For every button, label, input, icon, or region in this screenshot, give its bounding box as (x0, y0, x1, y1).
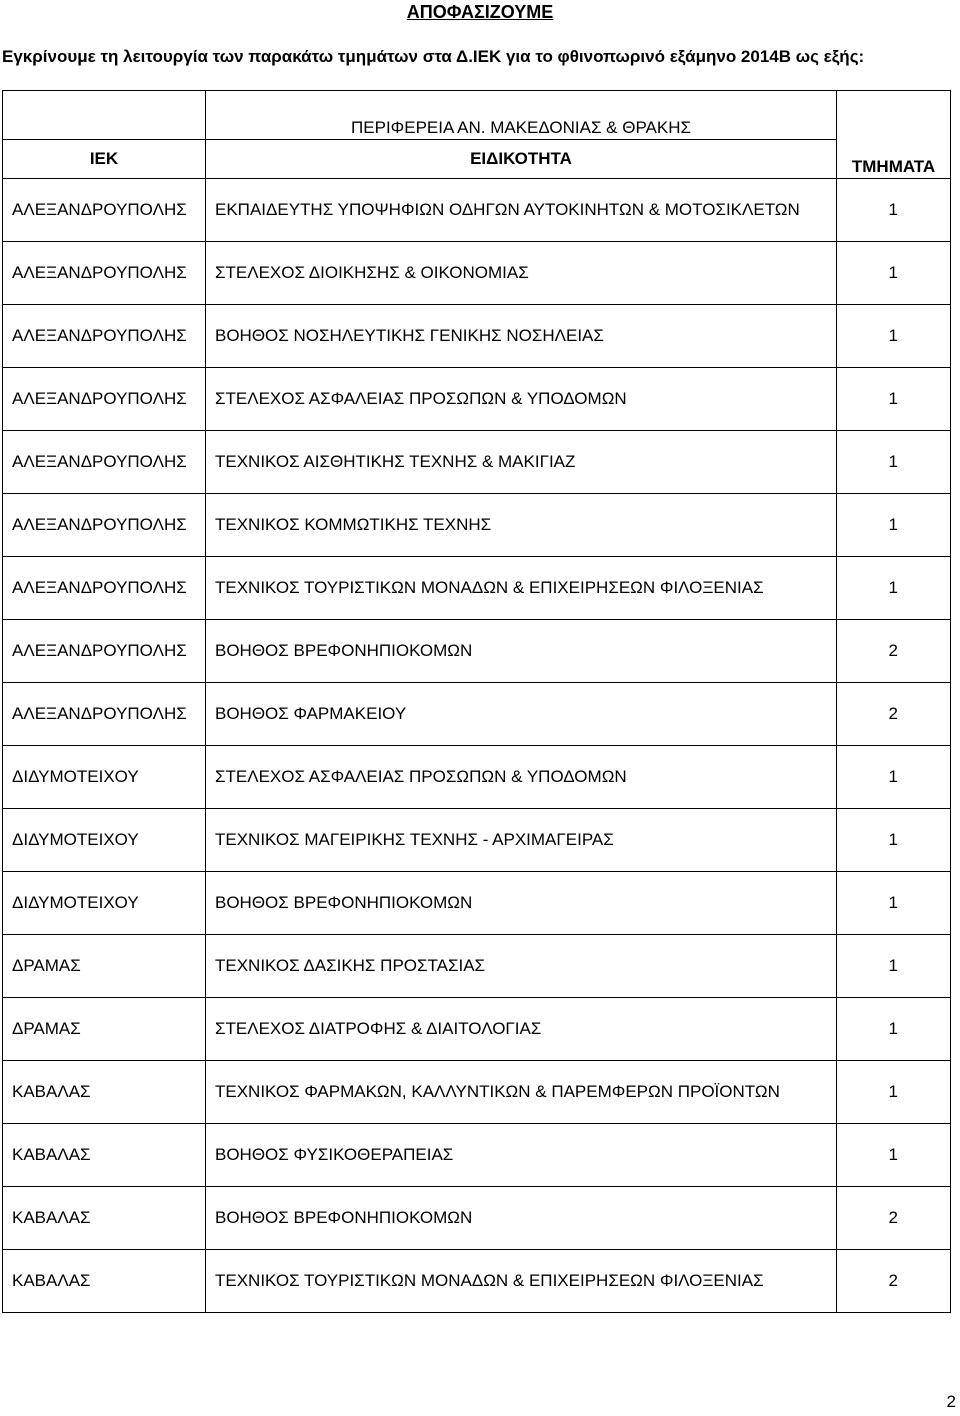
table-row (3, 179, 951, 242)
iek-cell: ΑΛΕΞΑΝΔΡΟΥΠΟΛΗΣ (3, 557, 206, 620)
specialty-cell: ΣΤΕΛΕΧΟΣ ΔΙΑΤΡΟΦΗΣ & ΔΙΑΙΤΟΛΟΓΙΑΣ (206, 998, 837, 1061)
departments-cell: 1 (837, 872, 951, 935)
iek-column-header: ΙΕΚ (3, 140, 206, 179)
departments-cell: 1 (837, 368, 951, 431)
table-row (3, 368, 951, 431)
region-header-row (3, 91, 951, 140)
iek-cell: ΔΙΔΥΜΟΤΕΙΧΟΥ (3, 746, 206, 809)
specialty-cell: ΤΕΧΝΙΚΟΣ ΑΙΣΘΗΤΙΚΗΣ ΤΕΧΝΗΣ & ΜΑΚΙΓΙΑΖ (206, 431, 837, 494)
specialty-cell: ΕΚΠΑΙΔΕΥΤΗΣ ΥΠΟΨΗΦΙΩΝ ΟΔΗΓΩΝ ΑΥΤΟΚΙΝΗΤΩΝ & ΜΟΤΟΣΙΚΛΕΤΩΝ (206, 179, 837, 242)
specialty-cell: ΤΕΧΝΙΚΟΣ ΤΟΥΡΙΣΤΙΚΩΝ ΜΟΝΑΔΩΝ & ΕΠΙΧΕΙΡΗΣΕΩΝ ΦΙΛΟΞΕΝΙΑΣ (206, 557, 837, 620)
specialty-cell: ΒΟΗΘΟΣ ΝΟΣΗΛΕΥΤΙΚΗΣ ΓΕΝΙΚΗΣ ΝΟΣΗΛΕΙΑΣ (206, 305, 837, 368)
iek-cell: ΑΛΕΞΑΝΔΡΟΥΠΟΛΗΣ (3, 305, 206, 368)
iek-cell: ΑΛΕΞΑΝΔΡΟΥΠΟΛΗΣ (3, 620, 206, 683)
iek-cell: ΑΛΕΞΑΝΔΡΟΥΠΟΛΗΣ (3, 242, 206, 305)
departments-cell: 2 (837, 1250, 951, 1313)
iek-cell: ΔΙΔΥΜΟΤΕΙΧΟΥ (3, 872, 206, 935)
intro-paragraph: Εγκρίνουμε τη λειτουργία των παρακάτω τμημάτων στα Δ.ΙΕΚ για το φθινοπωρινό εξάμηνο 2014Β ως εξής: (2, 47, 865, 66)
table-row (3, 1187, 951, 1250)
specialty-cell: ΣΤΕΛΕΧΟΣ ΑΣΦΑΛΕΙΑΣ ΠΡΟΣΩΠΩΝ & ΥΠΟΔΟΜΩΝ (206, 368, 837, 431)
iek-cell: ΑΛΕΞΑΝΔΡΟΥΠΟΛΗΣ (3, 179, 206, 242)
region-header-spacer (3, 91, 206, 140)
table-row (3, 809, 951, 872)
iek-cell: ΚΑΒΑΛΑΣ (3, 1124, 206, 1187)
departments-cell: 2 (837, 1187, 951, 1250)
table-body (3, 91, 951, 1313)
specialty-cell: ΣΤΕΛΕΧΟΣ ΔΙΟΙΚΗΣΗΣ & ΟΙΚΟΝΟΜΙΑΣ (206, 242, 837, 305)
specialty-cell: ΤΕΧΝΙΚΟΣ ΔΑΣΙΚΗΣ ΠΡΟΣΤΑΣΙΑΣ (206, 935, 837, 998)
table-row (3, 305, 951, 368)
table-row (3, 746, 951, 809)
table-row (3, 494, 951, 557)
table-row (3, 620, 951, 683)
table-row (3, 1124, 951, 1187)
departments-cell: 1 (837, 1124, 951, 1187)
iek-cell: ΑΛΕΞΑΝΔΡΟΥΠΟΛΗΣ (3, 494, 206, 557)
table-row (3, 935, 951, 998)
departments-cell: 1 (837, 494, 951, 557)
table-row (3, 557, 951, 620)
specialty-cell: ΒΟΗΘΟΣ ΒΡΕΦΟΝΗΠΙΟΚΟΜΩΝ (206, 620, 837, 683)
iek-cell: ΑΛΕΞΑΝΔΡΟΥΠΟΛΗΣ (3, 431, 206, 494)
specialty-column-header: ΕΙΔΙΚΟΤΗΤΑ (206, 140, 837, 179)
departments-cell: 1 (837, 179, 951, 242)
table-row (3, 998, 951, 1061)
document-heading: ΑΠΟΦΑΣΙΖΟΥΜΕ (406, 2, 554, 22)
specialty-cell: ΒΟΗΘΟΣ ΦΑΡΜΑΚΕΙΟΥ (206, 683, 837, 746)
table-row (3, 431, 951, 494)
specialty-cell: ΤΕΧΝΙΚΟΣ ΚΟΜΜΩΤΙΚΗΣ ΤΕΧΝΗΣ (206, 494, 837, 557)
specialty-cell: ΒΟΗΘΟΣ ΒΡΕΦΟΝΗΠΙΟΚΟΜΩΝ (206, 872, 837, 935)
specialty-cell: ΒΟΗΘΟΣ ΦΥΣΙΚΟΘΕΡΑΠΕΙΑΣ (206, 1124, 837, 1187)
departments-cell: 2 (837, 683, 951, 746)
departments-cell: 1 (837, 998, 951, 1061)
departments-cell: 1 (837, 305, 951, 368)
specialty-cell: ΤΕΧΝΙΚΟΣ ΜΑΓΕΙΡΙΚΗΣ ΤΕΧΝΗΣ - ΑΡΧΙΜΑΓΕΙΡΑΣ (206, 809, 837, 872)
departments-cell: 1 (837, 431, 951, 494)
table-row (3, 1061, 951, 1124)
departments-cell: 2 (837, 620, 951, 683)
departments-cell: 1 (837, 746, 951, 809)
table-row (3, 242, 951, 305)
region-header: ΠΕΡΙΦΕΡΕΙΑ ΑΝ. ΜΑΚΕΔΟΝΙΑΣ & ΘΡΑΚΗΣ (206, 91, 837, 140)
iek-cell: ΚΑΒΑΛΑΣ (3, 1250, 206, 1313)
column-header-row (3, 140, 951, 179)
table-row (3, 872, 951, 935)
iek-cell: ΑΛΕΞΑΝΔΡΟΥΠΟΛΗΣ (3, 683, 206, 746)
iek-cell: ΑΛΕΞΑΝΔΡΟΥΠΟΛΗΣ (3, 368, 206, 431)
specialty-cell: ΒΟΗΘΟΣ ΒΡΕΦΟΝΗΠΙΟΚΟΜΩΝ (206, 1187, 837, 1250)
departments-cell: 1 (837, 809, 951, 872)
specialty-cell: ΤΕΧΝΙΚΟΣ ΦΑΡΜΑΚΩΝ, ΚΑΛΛΥΝΤΙΚΩΝ & ΠΑΡΕΜΦΕΡΩΝ ΠΡΟΪΟΝΤΩΝ (206, 1061, 837, 1124)
departments-cell: 1 (837, 242, 951, 305)
iek-cell: ΚΑΒΑΛΑΣ (3, 1187, 206, 1250)
iek-cell: ΚΑΒΑΛΑΣ (3, 1061, 206, 1124)
iek-departments-table (2, 90, 951, 1313)
departments-cell: 1 (837, 557, 951, 620)
iek-cell: ΔΙΔΥΜΟΤΕΙΧΟΥ (3, 809, 206, 872)
departments-cell: 1 (837, 935, 951, 998)
departments-cell: 1 (837, 1061, 951, 1124)
specialty-cell: ΤΕΧΝΙΚΟΣ ΤΟΥΡΙΣΤΙΚΩΝ ΜΟΝΑΔΩΝ & ΕΠΙΧΕΙΡΗΣΕΩΝ ΦΙΛΟΞΕΝΙΑΣ (206, 1250, 837, 1313)
table-row (3, 1250, 951, 1313)
iek-cell: ΔΡΑΜΑΣ (3, 935, 206, 998)
table-row (3, 683, 951, 746)
iek-cell: ΔΡΑΜΑΣ (3, 998, 206, 1061)
specialty-cell: ΣΤΕΛΕΧΟΣ ΑΣΦΑΛΕΙΑΣ ΠΡΟΣΩΠΩΝ & ΥΠΟΔΟΜΩΝ (206, 746, 837, 809)
page-number: 2 (946, 1392, 956, 1411)
departments-column-header: ΤΜΗΜΑΤΑ (837, 91, 951, 179)
